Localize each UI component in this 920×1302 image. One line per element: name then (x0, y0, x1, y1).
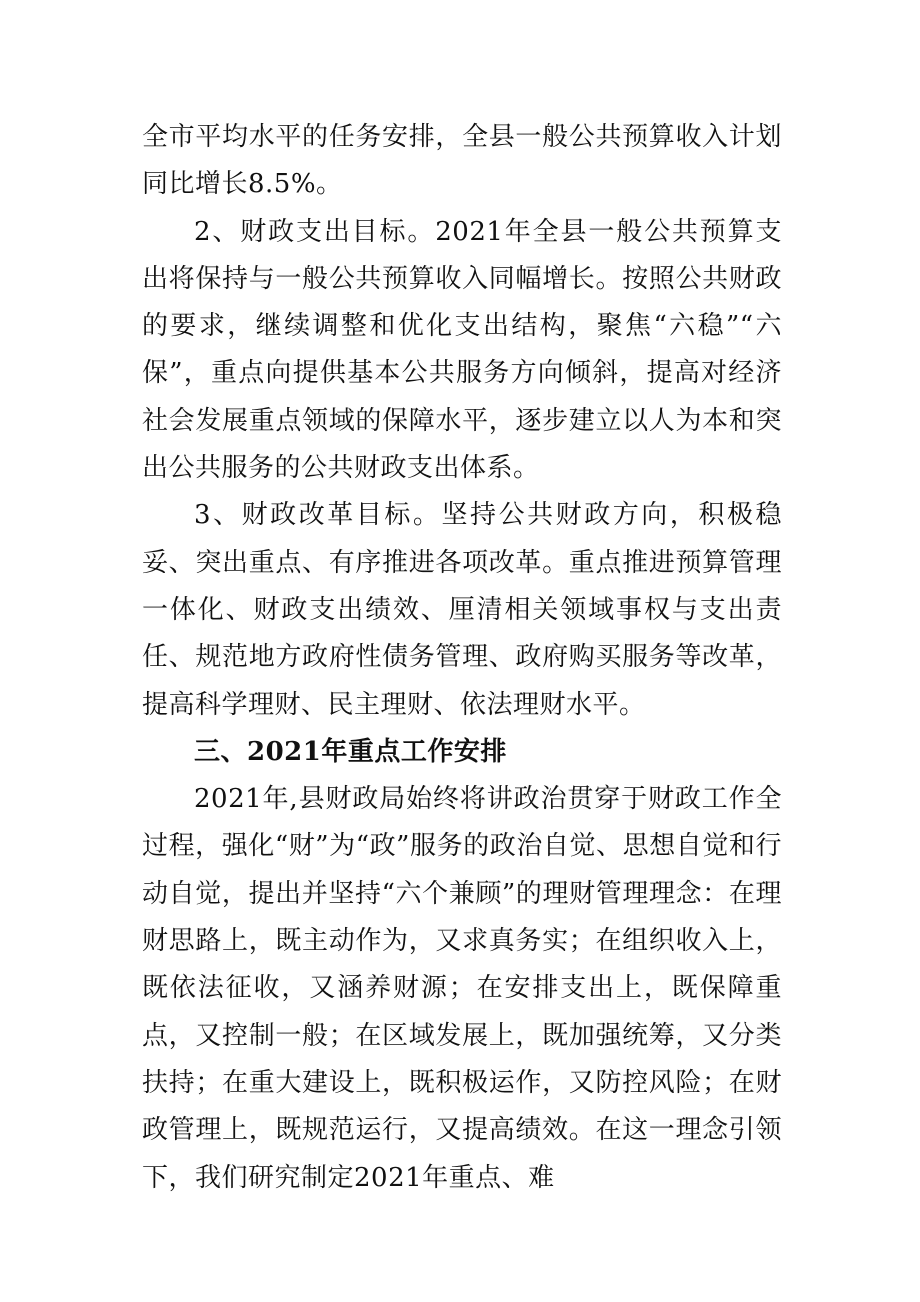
document-page (142, 114, 782, 1202)
paragraph-continued: 全市平均水平的任务安排，全县一般公共预算收入计划同比增长8.5%。 (142, 122, 782, 200)
paragraph-key-work: 2021年,县财政局始终将讲政治贯穿于财政工作全过程，强化“财”为“政”服务的政治自觉、思想自觉和行动自觉，提出并坚持“六个兼顾”的理财管理理念：在理财思路上，既主动作为，又求真务实；在组织收入上，既依法征收，又涵养财源；在安排支出上，既保障重点，又控制一般；在区域发展上，既加强统筹，又分类扶持；在重大建设上，既积极运作，又防控风险；在财政管理上，既规范运行，又提高绩效。在这一理念引领下，我们研究制定2021年重点、难 (142, 784, 782, 1193)
paragraph-reform-target: 3、财政改革目标。坚持公共财政方向，积极稳妥、突出重点、有序推进各项改革。重点推进预算管理一体化、财政支出绩效、厘清相关领域事权与支出责任、规范地方政府性债务管理、政府购买服务等改革，提高科学理财、民主理财、依法理财水平。 (142, 500, 782, 720)
paragraph-expenditure-target: 2、财政支出目标。2021年全县一般公共预算支出将保持与一般公共预算收入同幅增长。按照公共财政的要求，继续调整和优化支出结构，聚焦“六稳”“六保”，重点向提供基本公共服务方向倾斜，提高对经济社会发展重点领域的保障水平，逐步建立以人为本和突出公共服务的公共财政支出体系。 (142, 216, 782, 484)
section-heading: 三、2021年重点工作安排 (194, 736, 507, 767)
